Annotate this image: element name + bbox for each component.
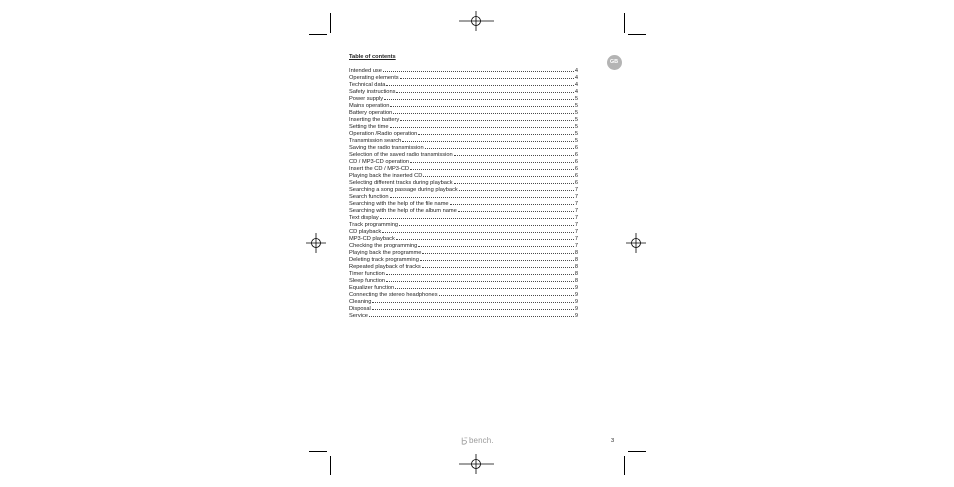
toc-entry-label: Disposal: [349, 305, 371, 312]
toc-entry-page: 9: [574, 291, 578, 298]
registration-mark-bottom: [458, 454, 495, 475]
toc-list: [349, 68, 578, 320]
toc-entry-page: 4: [574, 67, 578, 74]
toc-entry-label: Connecting the stereo headphones: [349, 291, 438, 298]
dot-leader: [372, 309, 574, 310]
toc-entry: [349, 159, 578, 166]
crop-mark-top-left-vertical: [330, 13, 331, 33]
toc-entry: [349, 264, 578, 271]
dot-leader: [459, 190, 574, 191]
registration-mark-left: [305, 232, 327, 254]
dot-leader: [400, 78, 575, 79]
dot-leader: [423, 176, 574, 177]
registration-mark-top: [458, 11, 495, 32]
dot-leader: [396, 92, 574, 93]
dot-leader: [380, 218, 575, 219]
crop-mark-top-left-horizontal: [309, 34, 327, 35]
dot-leader: [402, 141, 574, 142]
dot-leader: [372, 302, 574, 303]
toc-entry-page: 5: [574, 116, 578, 123]
toc-entry: [349, 285, 578, 292]
toc-entry-page: 5: [574, 123, 578, 130]
toc-entry-label: Mains operation: [349, 102, 390, 109]
toc-entry-label: Selection of the saved radio transmission: [349, 151, 453, 158]
toc-entry-label: Deleting track programming: [349, 256, 419, 263]
toc-entry-page: 9: [574, 305, 578, 312]
toc-entry: [349, 173, 578, 180]
crop-mark-bottom-left-vertical: [330, 456, 331, 475]
toc-entry-label: Text display: [349, 214, 379, 221]
toc-entry-page: 8: [574, 256, 578, 263]
toc-entry-page: 7: [574, 228, 578, 235]
toc-entry-label: Operation /Radio operation: [349, 130, 418, 137]
dot-leader: [382, 232, 574, 233]
toc-entry: [349, 299, 578, 306]
toc-entry-page: 5: [574, 109, 578, 116]
toc-entry-page: 4: [574, 81, 578, 88]
toc-entry-label: Inserting the battery: [349, 116, 400, 123]
toc-entry-label: Selecting different tracks during playback: [349, 179, 453, 186]
crop-mark-bottom-right-horizontal: [628, 451, 646, 452]
toc-entry-page: 6: [574, 144, 578, 151]
crop-mark-bottom-left-horizontal: [309, 451, 327, 452]
toc-entry: [349, 250, 578, 257]
dot-leader: [384, 99, 574, 100]
toc-entry-page: 9: [574, 284, 578, 291]
toc-entry-label: Transmission search: [349, 137, 402, 144]
dot-leader: [454, 183, 575, 184]
dot-leader: [395, 288, 574, 289]
toc-entry-page: 6: [574, 158, 578, 165]
toc-entry: [349, 166, 578, 173]
toc-entry: [349, 257, 578, 264]
dot-leader: [439, 295, 575, 296]
dot-leader: [399, 225, 574, 226]
toc-entry: [349, 187, 578, 194]
brand-logo: [461, 436, 494, 446]
toc-entry: [349, 68, 578, 75]
toc-entry-page: 6: [574, 172, 578, 179]
toc-entry-page: 5: [574, 95, 578, 102]
toc-entry-page: 5: [574, 102, 578, 109]
toc-entry-label: Service: [349, 312, 368, 319]
dot-leader: [386, 274, 574, 275]
toc-entry-label: Safety instructions: [349, 88, 396, 95]
toc-entry-label: Setting the time: [349, 123, 389, 130]
dot-leader: [390, 197, 575, 198]
toc-entry: [349, 96, 578, 103]
toc-entry-label: Saving the radio transmission: [349, 144, 424, 151]
toc-entry-page: 7: [574, 221, 578, 228]
toc-entry-label: Playing back the programme: [349, 249, 422, 256]
registration-mark-right: [625, 232, 647, 254]
toc-entry-page: 6: [574, 151, 578, 158]
toc-entry-page: 5: [574, 130, 578, 137]
dot-leader: [410, 162, 574, 163]
toc-entry-label: Playing back the inserted CD: [349, 172, 423, 179]
toc-entry-label: Track programming: [349, 221, 399, 228]
toc-entry: [349, 82, 578, 89]
dot-leader: [454, 155, 575, 156]
dot-leader: [418, 134, 574, 135]
toc-entry: [349, 271, 578, 278]
toc-entry: [349, 243, 578, 250]
toc-entry-label: CD playback: [349, 228, 382, 235]
bench-logo-icon: [461, 437, 468, 445]
toc-entry-label: Searching with the help of the file name: [349, 200, 449, 207]
toc-entry: [349, 208, 578, 215]
toc-entry-page: 8: [574, 277, 578, 284]
toc-entry-page: 5: [574, 137, 578, 144]
toc-entry-page: 7: [574, 214, 578, 221]
crop-mark-top-right-vertical: [624, 13, 625, 33]
toc-title: Table of contents: [349, 53, 396, 60]
toc-entry-page: 6: [574, 165, 578, 172]
toc-entry-label: CD / MP3-CD operation: [349, 158, 410, 165]
toc-entry: [349, 180, 578, 187]
toc-entry-page: 9: [574, 298, 578, 305]
dot-leader: [418, 246, 574, 247]
toc-entry-label: Equalizer function: [349, 284, 395, 291]
dot-leader: [369, 316, 574, 317]
page-number: 3: [611, 437, 615, 444]
toc-entry: [349, 103, 578, 110]
dot-leader: [422, 253, 574, 254]
crop-mark-top-right-horizontal: [628, 34, 646, 35]
toc-entry: [349, 306, 578, 313]
toc-entry-page: 7: [574, 193, 578, 200]
toc-entry-page: 7: [574, 207, 578, 214]
language-badge: GB: [607, 55, 622, 70]
brand-logo-text: bench.: [469, 436, 494, 445]
toc-entry-label: Insert the CD / MP3-CD: [349, 165, 410, 172]
toc-entry-page: 8: [574, 249, 578, 256]
toc-entry-page: 8: [574, 270, 578, 277]
toc-entry: [349, 222, 578, 229]
toc-entry: [349, 131, 578, 138]
toc-entry: [349, 138, 578, 145]
toc-entry-page: 8: [574, 263, 578, 270]
toc-entry-label: MP3-CD playback: [349, 235, 395, 242]
toc-entry: [349, 110, 578, 117]
toc-entry: [349, 236, 578, 243]
toc-entry-label: Intended use: [349, 67, 382, 74]
toc-entry-page: 4: [574, 74, 578, 81]
toc-entry-label: Checking the programming: [349, 242, 418, 249]
toc-entry-label: Searching with the help of the album name: [349, 207, 457, 214]
dot-leader: [420, 260, 574, 261]
toc-entry: [349, 75, 578, 82]
toc-entry-label: Battery operation: [349, 109, 393, 116]
dot-leader: [458, 211, 574, 212]
toc-entry-label: Cleaning: [349, 298, 372, 305]
toc-entry-page: 4: [574, 88, 578, 95]
dot-leader: [386, 85, 574, 86]
dot-leader: [386, 281, 574, 282]
dot-leader: [383, 71, 574, 72]
dot-leader: [393, 113, 574, 114]
toc-entry: [349, 278, 578, 285]
toc-entry: [349, 152, 578, 159]
toc-entry-label: Timer function: [349, 270, 385, 277]
toc-entry: [349, 117, 578, 124]
toc-entry-label: Operating elements: [349, 74, 399, 81]
toc-entry: [349, 124, 578, 131]
toc-entry-page: 7: [574, 242, 578, 249]
toc-entry: [349, 201, 578, 208]
toc-entry-label: Sleep function: [349, 277, 386, 284]
toc-entry-page: 6: [574, 179, 578, 186]
crop-mark-bottom-right-vertical: [624, 456, 625, 475]
toc-entry: [349, 215, 578, 222]
dot-leader: [390, 106, 574, 107]
toc-entry: [349, 229, 578, 236]
toc-entry: [349, 313, 578, 320]
toc-entry-page: 7: [574, 235, 578, 242]
toc-entry: [349, 194, 578, 201]
dot-leader: [410, 169, 574, 170]
dot-leader: [425, 148, 575, 149]
dot-leader: [400, 120, 574, 121]
dot-leader: [422, 267, 574, 268]
toc-entry: [349, 145, 578, 152]
toc-entry-label: Searching a song passage during playback: [349, 186, 458, 193]
toc-entry-page: 7: [574, 200, 578, 207]
dot-leader: [450, 204, 575, 205]
toc-entry: [349, 89, 578, 96]
toc-entry-label: Repeated playback of tracks: [349, 263, 421, 270]
dot-leader: [390, 127, 575, 128]
toc-entry-label: Power supply: [349, 95, 384, 102]
toc-entry: [349, 292, 578, 299]
toc-entry-page: 7: [574, 186, 578, 193]
toc-entry-label: Search function: [349, 193, 389, 200]
toc-entry-page: 9: [574, 312, 578, 319]
toc-entry-label: Technical data: [349, 81, 386, 88]
dot-leader: [396, 239, 574, 240]
